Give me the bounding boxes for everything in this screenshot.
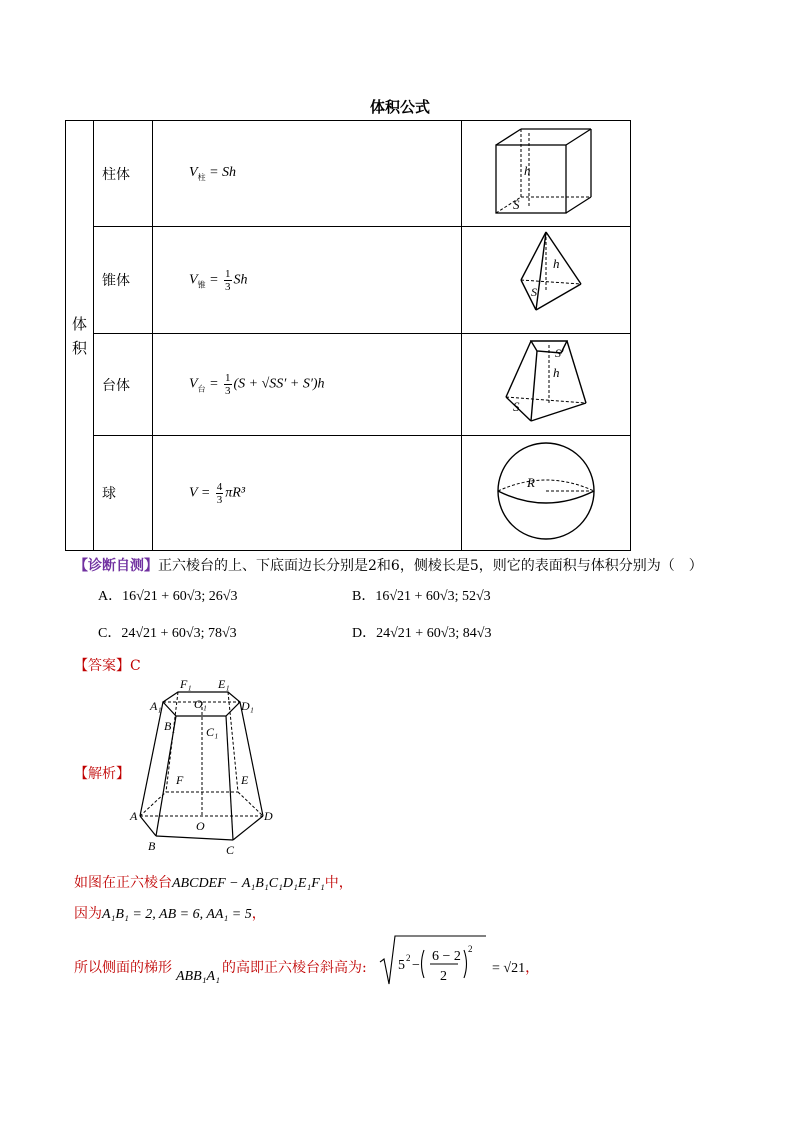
formula-rhs: Sh [233, 272, 248, 288]
question [74, 555, 703, 575]
analysis-line-1 [74, 872, 353, 892]
label-c1: C₁ [206, 725, 219, 739]
formula-sub: 台 [197, 384, 206, 394]
formula-lhs: V [189, 376, 198, 392]
label-b1: B₁ [164, 719, 176, 733]
frac-den: 3 [225, 385, 231, 397]
math: A₁B₁ = 2, AB = 6, AA₁ = 5 [102, 907, 252, 922]
fraction [216, 481, 224, 506]
text: ， [525, 960, 540, 976]
option-label: A． [98, 589, 123, 604]
option-label: C． [98, 626, 122, 641]
pyramid-figure [491, 228, 601, 328]
option-value: 24√21 + 60√3; 78√3 [121, 626, 237, 641]
figure-cell-pyramid [462, 227, 631, 334]
page-title: 体积公式 [369, 98, 430, 116]
formula-frustum: $V_台$ = $\frac{1}{3}$ (S + √SS′ + S′)h [153, 334, 462, 436]
analysis-tag-text: 【解析】 [74, 766, 130, 782]
svg-text:6 − 2: 6 − 2 [432, 949, 461, 964]
math: ABCDEF − A₁B₁C₁D₁E₁F₁ [172, 876, 325, 891]
frac-num: 1 [225, 267, 231, 280]
formula-rhs: πR³ [225, 485, 246, 501]
frac-num: 1 [225, 372, 231, 384]
svg-text:5: 5 [398, 958, 405, 973]
fraction [224, 372, 232, 397]
math: = √21 [492, 961, 526, 976]
option-label: B． [352, 589, 376, 604]
solid-name: 台体 [94, 334, 153, 436]
row-header-char-1: 体 [71, 314, 87, 333]
row-header-char-2: 积 [71, 338, 87, 357]
analysis-line-3 [74, 957, 172, 977]
solid-name: 锥体 [94, 227, 153, 334]
fraction [224, 268, 232, 293]
option-value: 16√21 + 60√3; 26√3 [122, 589, 238, 604]
formula-rhs: (S + √SS′ + S′)h [233, 376, 325, 392]
pyramid-s-label: S [531, 285, 537, 299]
frac-den: 3 [225, 280, 231, 293]
svg-text:2: 2 [406, 953, 411, 963]
solid-name: 球 [94, 436, 153, 551]
label-d: D [264, 809, 273, 823]
frustum-top-label: S′ [555, 345, 564, 360]
label-b: B [148, 839, 156, 853]
formula-rhs: = Sh [209, 164, 237, 180]
answer-tag: 【答案】 [74, 658, 130, 674]
prism-figure [491, 123, 601, 221]
formula-prism [153, 121, 462, 227]
formula-sub: 柱 [197, 172, 206, 182]
trapezoid-name [176, 968, 220, 985]
prism-h-label: h [524, 162, 531, 178]
frac-num: 4 [216, 480, 223, 493]
text: 所以侧面的梯形 [74, 960, 172, 976]
option-label: D． [352, 626, 377, 641]
prism-s-label: S [513, 196, 520, 212]
math: ABB₁A₁ [176, 969, 220, 984]
question-tag: 【诊断自测】 [74, 558, 158, 574]
label-e: E [241, 773, 249, 787]
formula-sub: 锥 [197, 280, 206, 290]
question-text: 正六棱台的上、下底面边长分别是2和6，侧棱长是5，则它的表面积与体积分别为（ ） [158, 558, 703, 574]
formula-pyramid: $V_锥$ = $\frac{1}{3}$ Sh [153, 227, 462, 334]
slant-height-result [492, 957, 539, 977]
svg-text:2: 2 [468, 944, 473, 954]
table-row-frustum [66, 334, 631, 436]
pyramid-h-label: h [553, 256, 560, 271]
text: ， [251, 906, 266, 922]
frustum-bottom-label: S [513, 398, 520, 414]
table-row-sphere [66, 436, 631, 551]
label-a1: A₁ [150, 699, 162, 713]
text: 如图在正六棱台 [74, 875, 172, 891]
option-c[interactable] [98, 622, 237, 642]
answer-value: C [130, 658, 141, 674]
label-a: A [130, 809, 138, 823]
sphere-r-label: R [527, 475, 535, 490]
table-row-pyramid [66, 227, 631, 334]
figure-cell-frustum [462, 334, 631, 436]
figure-cell-prism [462, 121, 631, 227]
text: 中， [324, 875, 353, 891]
hexagonal-frustum-figure [128, 676, 288, 858]
label-f: F [176, 773, 184, 787]
analysis-tag [74, 763, 130, 783]
svg-text:2: 2 [440, 969, 447, 984]
text: 的高即正六棱台斜高为: [222, 960, 367, 976]
label-e1: E₁ [218, 677, 230, 691]
formula-lhs: V [189, 485, 198, 501]
option-value: 16√21 + 60√3; 52√3 [375, 589, 491, 604]
solid-name: 柱体 [94, 121, 153, 227]
slant-height-formula [378, 932, 488, 988]
analysis-line-2 [74, 903, 266, 923]
formula-lhs: V [189, 272, 198, 288]
option-b[interactable] [352, 585, 491, 605]
table-row-prism [66, 121, 631, 227]
row-header-cell [66, 121, 94, 551]
volume-formula-table [65, 120, 631, 551]
svg-text:−: − [412, 958, 420, 973]
formula-lhs: V [189, 164, 198, 180]
frac-den: 3 [216, 493, 223, 506]
text: 因为 [74, 906, 102, 922]
label-f1: F₁ [180, 677, 192, 691]
label-o1: O₁ [194, 697, 207, 711]
analysis-line-3-mid [222, 957, 367, 977]
formula-sphere: V = $\frac{4}{3}$ πR³ [153, 436, 462, 551]
frustum-h-label: h [553, 364, 560, 380]
label-c: C [226, 843, 235, 857]
label-d1: D₁ [241, 699, 254, 713]
option-d[interactable] [352, 622, 491, 642]
option-value: 24√21 + 60√3; 84√3 [376, 626, 492, 641]
option-a[interactable] [98, 585, 237, 605]
figure-cell-sphere [462, 436, 631, 551]
sphere-figure [491, 439, 601, 543]
answer [74, 655, 141, 675]
label-o: O [196, 819, 205, 833]
frustum-figure [491, 335, 601, 431]
